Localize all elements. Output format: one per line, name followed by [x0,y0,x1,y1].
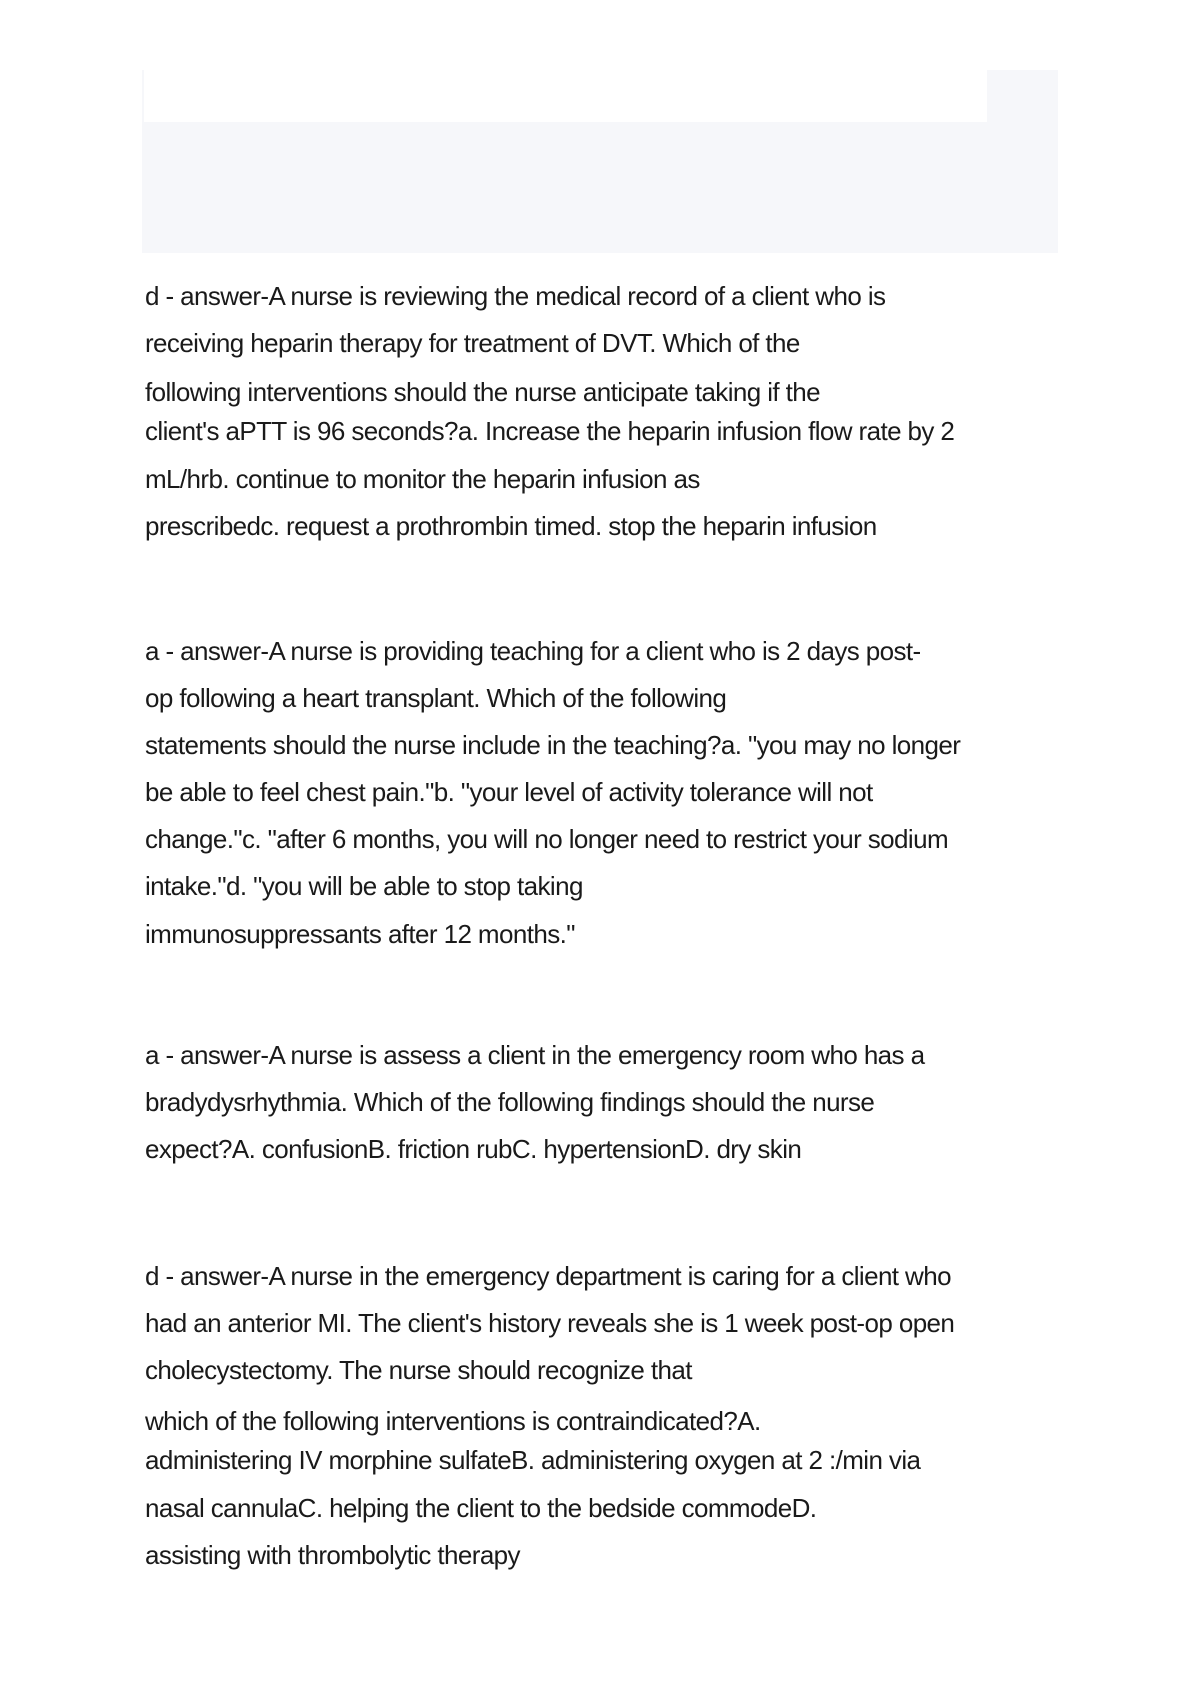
header-panel [142,70,1058,253]
qa-line: a - answer-A nurse is assess a client in the emergency room who has a [145,1040,925,1070]
qa-line: following interventions should the nurse anticipate taking if the [145,377,820,407]
qa-line: which of the following interventions is contraindicated?A. [145,1406,761,1436]
qa-line: be able to feel chest pain."b. "your level of activity tolerance will not [145,777,873,807]
qa-line: administering IV morphine sulfateB. administering oxygen at 2 :/min via [145,1445,921,1475]
qa-line: client's aPTT is 96 seconds?a. Increase the heparin infusion flow rate by 2 [145,416,955,446]
qa-line: had an anterior MI. The client's history reveals she is 1 week post-op open [145,1308,955,1338]
qa-line: d - answer-A nurse in the emergency department is caring for a client who [145,1261,951,1291]
qa-line: nasal cannulaC. helping the client to the bedside commodeD. [145,1493,817,1523]
qa-line: change."c. "after 6 months, you will no longer need to restrict your sodium [145,824,948,854]
qa-line: statements should the nurse include in the teaching?a. "you may no longer [145,730,961,760]
header-panel-inner [144,70,987,122]
qa-line: bradydysrhythmia. Which of the following findings should the nurse [145,1087,875,1117]
qa-line: expect?A. confusionB. friction rubC. hypertensionD. dry skin [145,1134,802,1164]
qa-line: op following a heart transplant. Which of the following [145,683,727,713]
qa-line: intake."d. "you will be able to stop taking [145,871,583,901]
qa-line: prescribedc. request a prothrombin timed. stop the heparin infusion [145,511,877,541]
qa-line: cholecystectomy. The nurse should recognize that [145,1355,692,1385]
qa-line: mL/hrb. continue to monitor the heparin infusion as [145,464,700,494]
qa-line: d - answer-A nurse is reviewing the medical record of a client who is [145,281,886,311]
qa-line: assisting with thrombolytic therapy [145,1540,520,1570]
qa-line: a - answer-A nurse is providing teaching for a client who is 2 days post- [145,636,921,666]
qa-line: receiving heparin therapy for treatment of DVT. Which of the [145,328,800,358]
qa-line: immunosuppressants after 12 months." [145,919,575,949]
